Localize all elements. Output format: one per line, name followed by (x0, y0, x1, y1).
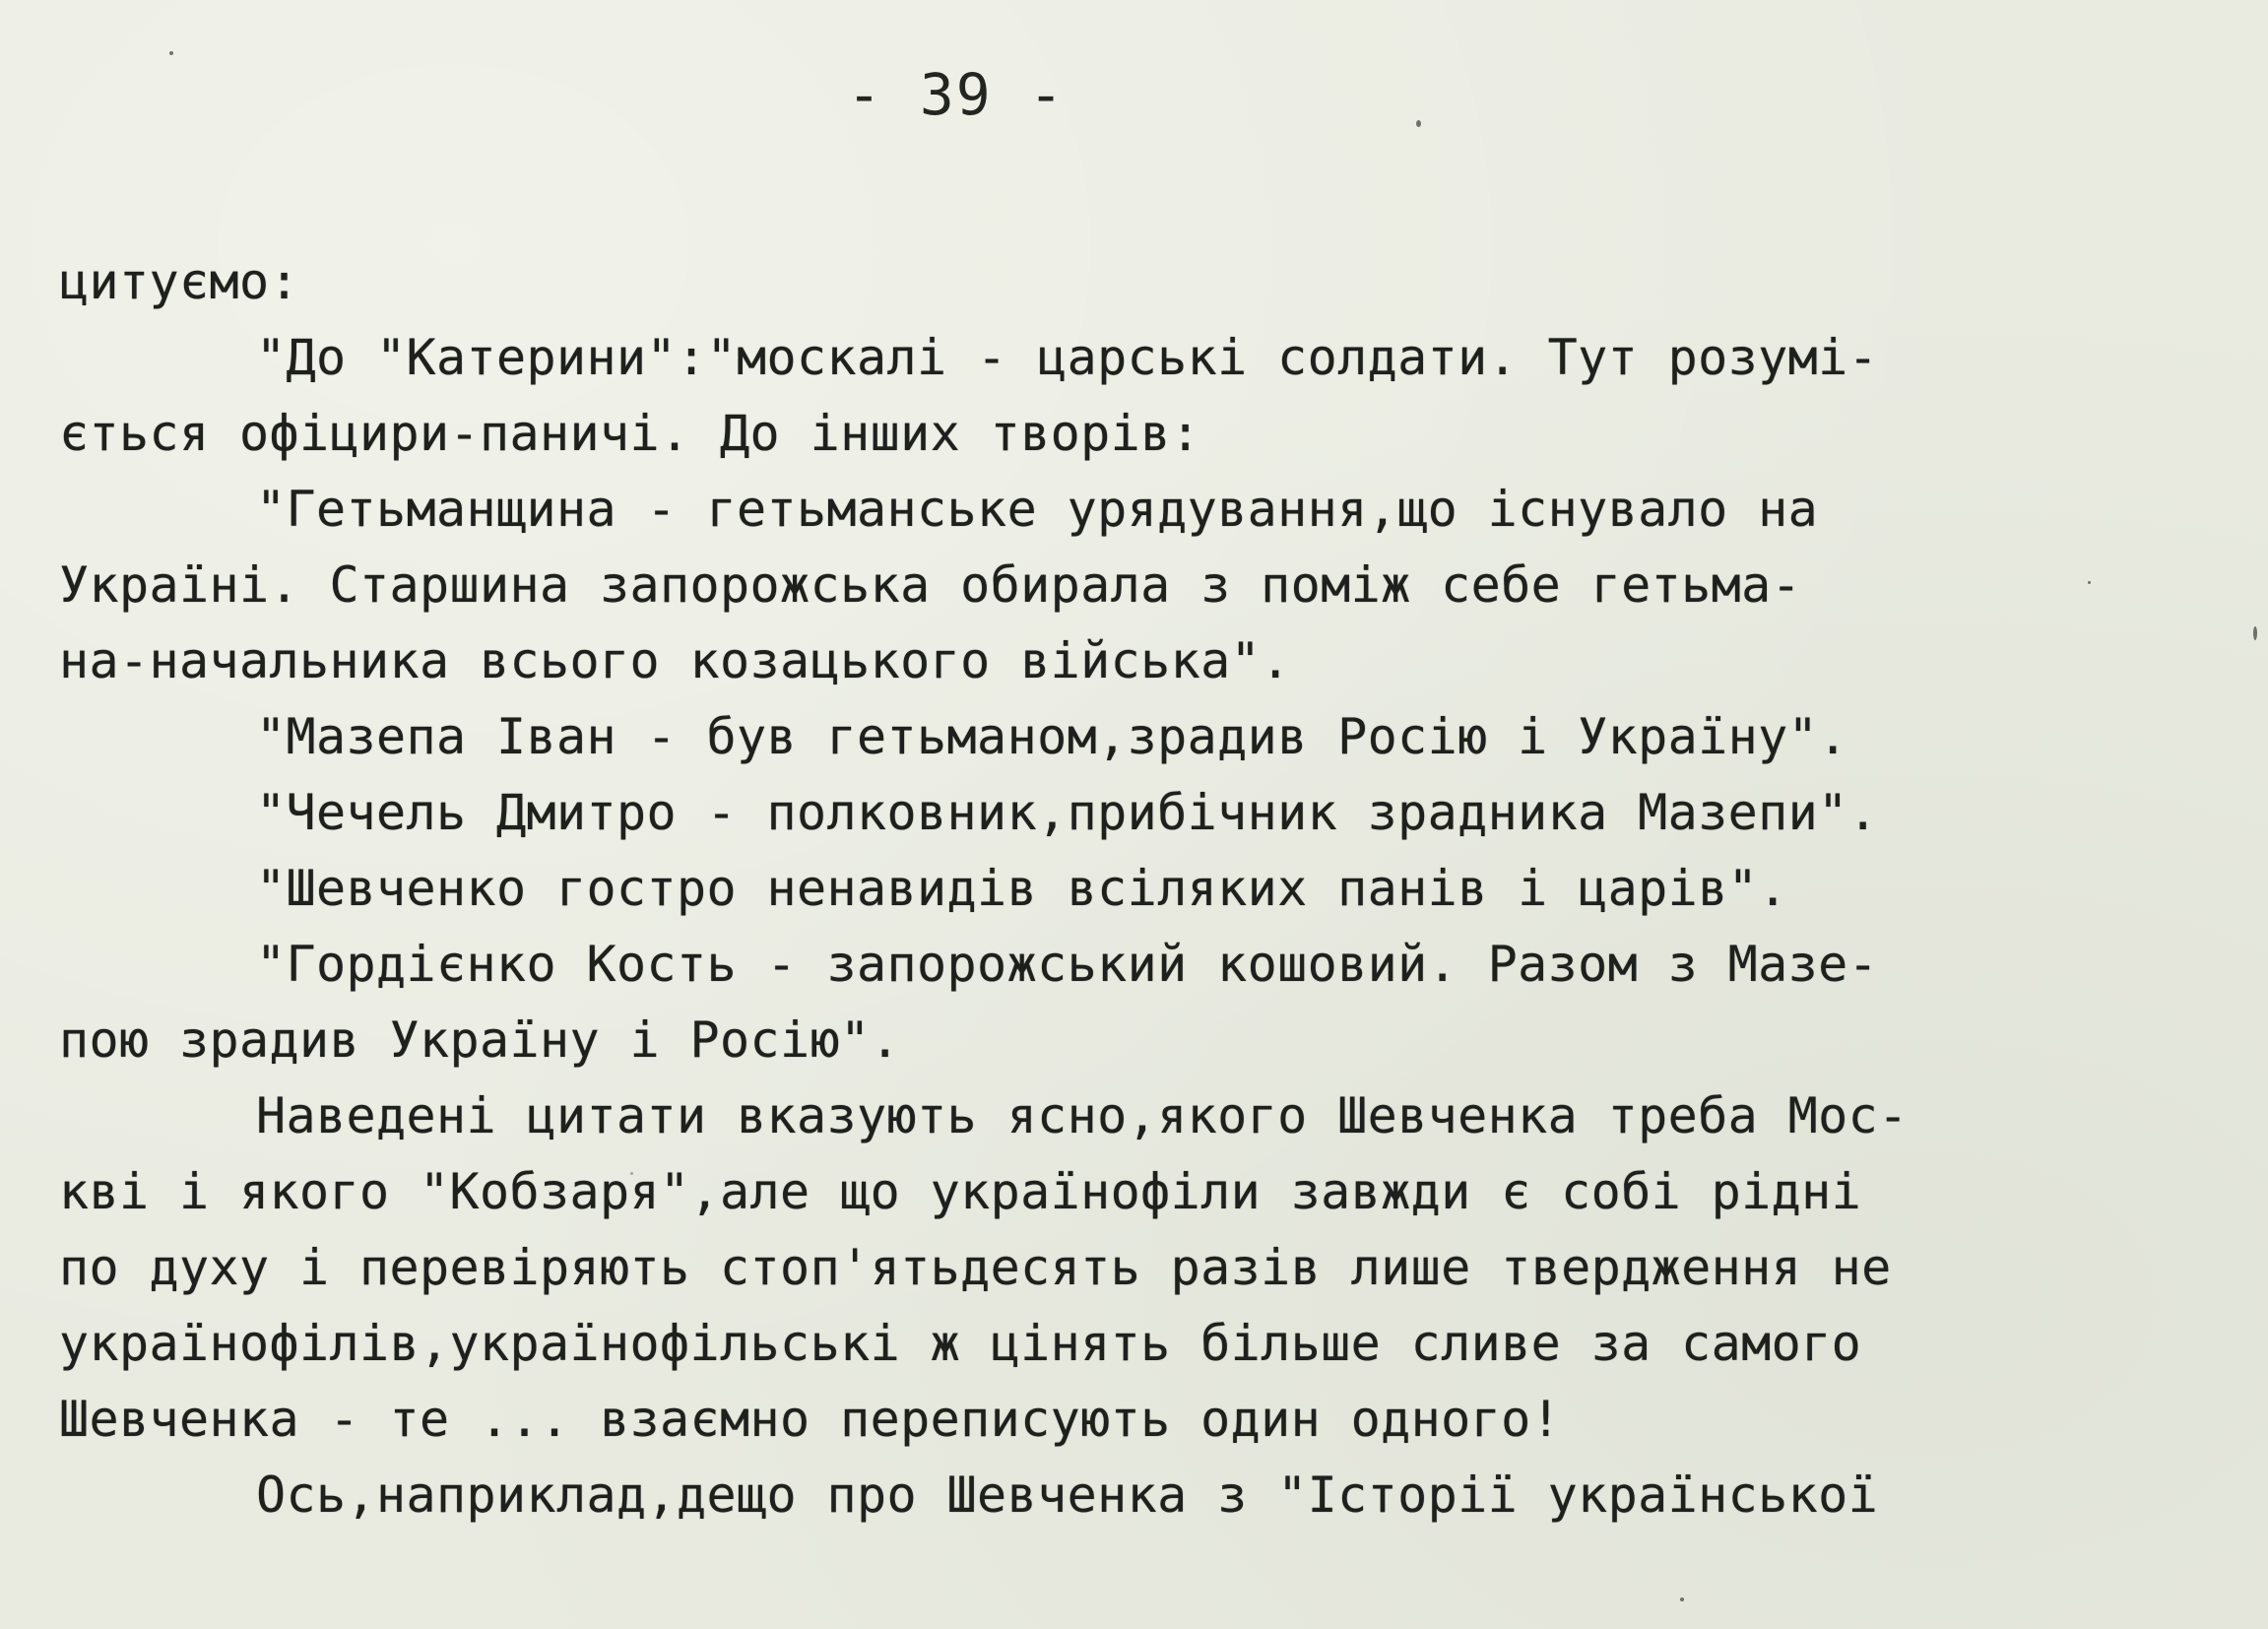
text-line: "Мазепа Іван - був гетьманом,зрадив Росію і Україну". (256, 708, 1848, 765)
text-line: кві і якого "Кобзаря",але що українофіли завжди є собі рідні (59, 1163, 1862, 1220)
text-line: "Гордієнко Кость - запорожський кошовий. Разом з Мазе- (256, 936, 1879, 993)
text-line: "Чечель Дмитро - полковник,прибічник зрадника Мазепи". (256, 784, 1879, 841)
text-line: Наведені цитати вказують ясно,якого Шевченка треба Мос- (256, 1087, 1909, 1144)
paper-speck (2253, 626, 2257, 640)
page-number: - 39 - (847, 61, 1066, 128)
paper-speck (1680, 1597, 1684, 1601)
text-line: українофілів,українофільські ж цінять більше сливе за самого (59, 1315, 1862, 1372)
paper-speck (2088, 581, 2091, 584)
text-line: цитуємо: (59, 253, 300, 310)
text-line: "Гетьманщина - гетьманське урядування,що існувало на (256, 481, 1819, 538)
paper-speck (630, 1172, 633, 1175)
text-line: ється офіцири-паничі. До інших творів: (59, 405, 1201, 462)
text-line: по духу і перевіряють стоп'ятьдесять разів лише твердження не (59, 1239, 1892, 1296)
paper-speck (1416, 120, 1421, 127)
body-text (59, 244, 2137, 1533)
text-line: "Шевченко гостро ненавидів всіляких панів і царів". (256, 860, 1788, 917)
text-line: пою зрадив Україну і Росію". (59, 1011, 901, 1069)
text-line: "До "Катерини":"москалі - царські солдати. Тут розумі- (256, 329, 1879, 386)
paper-speck (169, 51, 173, 55)
text-line: Ось,наприклад,дещо про Шевченка з "Історії української (256, 1466, 1879, 1524)
text-line: Україні. Старшина запорожська обирала з поміж себе гетьма- (59, 556, 1802, 614)
text-line: на-начальника всього козацького війська". (59, 632, 1291, 689)
text-line: Шевченка - те ... взаємно переписують один одного! (59, 1391, 1562, 1448)
